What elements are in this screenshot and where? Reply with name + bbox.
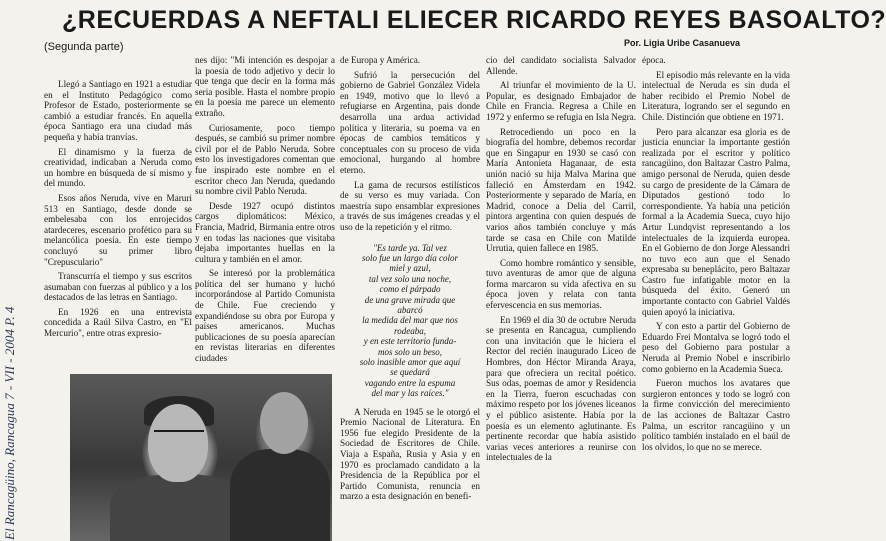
paragraph: Llegó a Santiago en 1921 a estudiar en el Instituto Pedagógico como Profesor de Estado, posteriormente se cambió a estudiar francés. En aquella época Santiago era una ciudad más pequeña y había tranvías. <box>44 79 192 142</box>
byline: Por. Ligia Uribe Casanueva <box>624 38 741 48</box>
paragraph: época. <box>642 55 666 65</box>
paragraph: Esos años Neruda, vive en Maruri 513 en Santiago, desde donde se embelesaba con los enrojecidos atardeceres, escenario profético para su melancólica poesía. En este tiempo concluyó su primer libro "Crepusculario" <box>44 192 192 267</box>
paragraph: La gama de recursos estilísticos de su verso es muy variada. Con maestría supo ensamblar expresiones a través de sus imágenes creadas y el uso de la repetición y el ritmo. <box>340 179 480 232</box>
photo-figure <box>230 449 330 541</box>
poem-line: del mar y las raíces." <box>371 388 449 399</box>
column-1 <box>44 79 192 369</box>
poem-line: miel y azul, <box>389 263 431 274</box>
paragraph: Desde 1927 ocupó distintos cargos diplomáticos: México, Francia, Madrid, Birmania entre otros y en todas las naciones que visitaba dejaba importantes huellas en la cultura y también en el amor. <box>195 200 335 264</box>
paragraph: Transcurría el tiempo y sus escritos asumaban con fuerzas al público y a los destacados de las letras en Santiago. <box>44 271 192 303</box>
poem-line: vagando entre la espuma <box>364 377 456 388</box>
photo-figure <box>110 474 250 541</box>
photo-figure <box>154 430 204 444</box>
poem-line: como el párpado <box>379 284 441 295</box>
paragraph: de Europa y América. <box>340 55 421 65</box>
paragraph: Y con esto a partir del Gobierno de Eduardo Frei Montalva se logró todo el peso del Gobierno para postular a Neruda al Premio Nobel e inscribirlo como gobierno en la Academia Sueca. <box>642 321 790 374</box>
poem-line: abarcó <box>397 304 423 315</box>
poem-line: solo fue un largo día color <box>362 252 458 263</box>
paragraph: Pero para alcanzar esa gloria es de justicia enunciar la importante gestión realizada por el escritor y político rancagüino, don Baltazar Castro Palma, amigo personal de Neruda, quien desde su cargo de presidente de la Cámara de Diputados gestionó todo lo correspondiente. Ya había una petición formal a la Academia Sueca, cuyo hijo Artur Lundqvist representando a los intelectuales de la izquierda europea. En el Gobierno de don Jorge Alessandri no tuvo eco aun que el Senado expresaba su beneplácito, pero Baltazar Castro fue infatigable motor en la búsqueda del éxito. Generó un importante contacto con Gabriel Valdés quien apoyó la iniciativa. <box>642 126 790 317</box>
poem-line: y en este territorio funda- <box>363 336 457 347</box>
paragraph: A Neruda en 1945 se le otorgó el Premio Nacional de Literatura. En 1956 fue elegido Presidente de la Sociedad de Escritores de Chile. Viaja a España, Rusia y Asia y en 1970 es proclamado candidato a la Presidencia de la República por el Partido Comunista, renuncia en marzo a esta designación en benefi- <box>340 406 480 502</box>
paragraph: Se interesó por la problemática política del ser humano y luchó incorporándose al Partido Comunista de Chile. Fue creciendo y expandiéndose su obra por Europa y países americanos. Muchas publicaciones de su poesía aparecían en revistas literarias en diferentes ciudades <box>195 268 335 364</box>
paragraph: Sufrió la persecución del gobierno de Gabriel González Videla en 1949, motivo que lo llevó a refugiarse en Argentina, pais donde desarrolla una ardua actividad política y literaria, su poema va en épocas de cambios temáticos y conceptuales con su proceso de vida emocional, hurgando al hombre eterno. <box>340 69 480 175</box>
poem-line: se quedará <box>390 367 430 378</box>
paragraph: En 1969 el día 30 de octubre Neruda se presenta en Rancagua, cumpliendo con una invitación que le hiciera el Rector del recién inaugurado Liceo de Hombres, don Héctor Miranda Araya, para que ofreciera un recital poético. Sus odas, poemas de amor y Residencia en la Tierra, fueron escuchadas con máximo respeto por los jóvenes liceanos y el público asistente. Había por la poesía es un elemento aglutinante. Es pertinente recordar que había asistido varias veces anteriores a reunirse con intelectuales de la <box>486 314 636 463</box>
poem-quote <box>344 243 476 399</box>
poem-line: la medida del mar que nos <box>362 315 458 326</box>
paragraph: Fueron muchos los avatares que surgieron entonces y todo se logró con la firme convicción del merecimiento de las acciones de Baltazar Castro Palma, un escritor rancagüino y un político también instalado en el baúl de los olvidos, lo que no se merece. <box>642 378 790 452</box>
column-3 <box>340 55 480 540</box>
portrait-photo <box>70 374 332 541</box>
photo-figure <box>260 392 308 454</box>
column-4 <box>486 55 636 540</box>
paragraph: Como hombre romántico y sensible, tuvo aventuras de amor que de alguna forma marcaron su vida afectiva en su época joven y relata con tanta efervescencia en sus memorias. <box>486 257 636 311</box>
paragraph: En 1926 en una entrevista concedida a Raúl Silva Castro, en "El Mercurio", entre otras expresio- <box>44 306 192 339</box>
poem-line: "Es tarde ya. Tal vez <box>373 242 447 253</box>
handwritten-source-note: El Rancagüino, Rancagua 7 - VII - 2004 P. 4 <box>2 306 17 540</box>
column-5 <box>642 55 790 540</box>
paragraph: Curiosamente, poco tiempo después, se cambió su primer nombre civil por el de Pablo Neruda. Sobre esto los investigadores comentan que fue inspirado este nombre en el escritor checo Jan Neruda, quedando su nombre civil Pablo Neruda. <box>195 122 335 197</box>
paragraph: Al triunfar el movimiento de la U. Popular, es designado Embajador de Chile en Francia. Regresa a Chile en 1972 y enfermo se refugia en Isla Negra. <box>486 80 637 122</box>
headline: ¿RECUERDAS A NEFTALI ELIECER RICARDO REYES BASOALTO? <box>62 6 886 34</box>
poem-line: tal vez solo una noche, <box>368 273 452 284</box>
paragraph: cio del candidato socialista Salvador Allende. <box>486 55 636 76</box>
poem-line: mos solo un beso, <box>377 346 442 357</box>
paragraph: Retrocediendo un poco en la biografía del hombre, debemos recordar que en Singapur en 1930 se casó con María Antonieta Haganaar, de esta unión nació su hija Malva Marina que falleció en Ámsterdam en 1942. Posteriormente y separado de María, en Madrid, conoce a Delia del Carril, pintora argentina con quien después de varios años también concluye y más tarde se casa en Chile con Matilde Urrutia, quien fallece en 1985. <box>486 126 636 254</box>
paragraph: El episodio más relevante en la vida intelectual de Neruda es sin duda el haber recibido el Premio Nobel de Literatura, logrando ser el segundo en Chile. Distinción que obtiene en 1971. <box>642 69 790 122</box>
poem-line: solo inasible amor que aquí <box>359 356 461 367</box>
subtitle: (Segunda parte) <box>44 41 124 53</box>
poem-line: rodeaba, <box>394 325 426 336</box>
poem-line: de una grave mirada que <box>364 294 456 305</box>
paragraph: nes dijo: "Mi intención es despojar a la poesía de todo adjetivo y decir lo que tenga que decir en la forma más seria posible. Hasta el nombre propio en la poesía me parece un elemento extraño. <box>195 55 335 118</box>
paragraph: El dinamismo y la fuerza de creatividad, indicaban a Neruda como un hombre en búsqueda de sí mismo y del mundo. <box>44 146 192 189</box>
